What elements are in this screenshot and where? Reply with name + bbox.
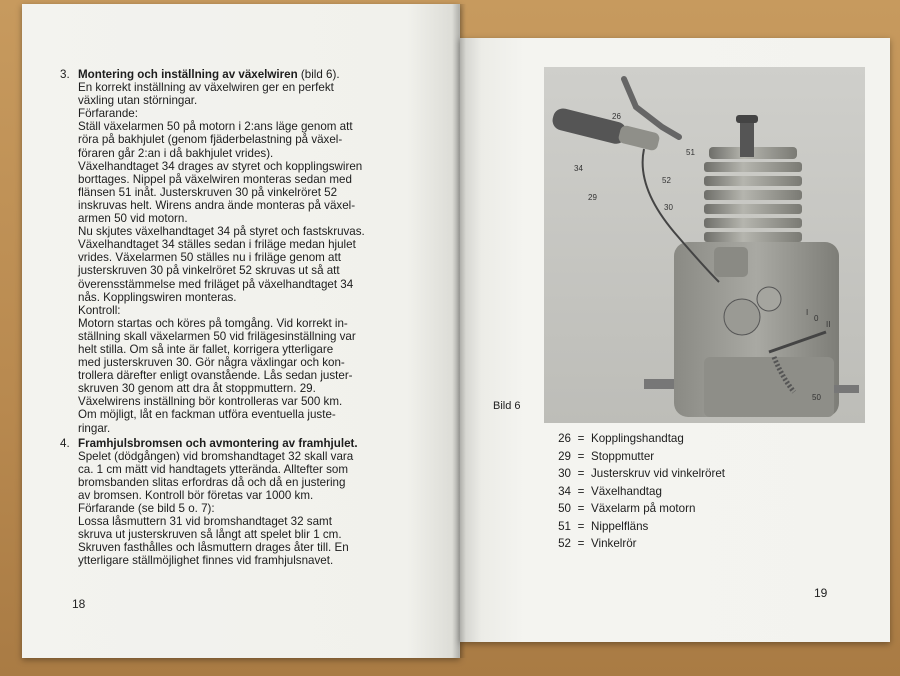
legend-number: 30: [558, 467, 571, 480]
text-line: borttages. Nippel på växelwiren monteras sedan med: [78, 172, 352, 186]
text-line: ställning skall växelarmen 50 vid frilägesinställning var: [78, 329, 356, 343]
legend-label: Nippelfläns: [591, 519, 649, 533]
fig-label-I: I: [806, 308, 809, 317]
text-line: ytterligare ställmöjlighet finnes vid framhjulsnavet.: [78, 554, 334, 568]
page-number-right: 19: [814, 586, 828, 600]
text-line: Växelwirens inställning bör kontrolleras var 500 km.: [78, 395, 343, 409]
section-3-title: [78, 68, 438, 81]
text-line: Om möjligt, låt en fackman utföra eventuella juste-: [78, 408, 336, 422]
legend-equals: =: [577, 484, 585, 498]
section-3-body: [78, 81, 438, 435]
figure-caption: Bild 6: [493, 400, 521, 412]
section-3-number: 3.: [60, 68, 70, 81]
section-4: [60, 436, 438, 568]
text-line: trollera därefter enligt ovanstående. Lås sedan juster-: [78, 369, 353, 383]
legend-row: [547, 537, 725, 555]
fig-label-52: 52: [662, 176, 671, 185]
fig-label-II: II: [826, 320, 831, 329]
fig-label-30: 30: [664, 203, 673, 212]
legend-row: [547, 485, 725, 503]
text-line: föraren går 2:an i då bakhjulet vrides).: [78, 146, 274, 160]
text-line: Förfarande (se bild 5 o. 7):: [78, 502, 215, 516]
legend-number: 26: [558, 432, 571, 445]
text-line: skruva ut justerskruven så långt att spelet blir 1 cm.: [78, 528, 342, 542]
fig-label-29: 29: [588, 193, 597, 202]
text-line: Ställ växelarmen 50 på motorn i 2:ans läge genom att: [78, 120, 353, 134]
text-line: flänsen 51 inåt. Justerskruven 30 på vinkelröret 52: [78, 185, 338, 199]
section-3-heading: Montering och inställning av växelwiren: [78, 68, 298, 81]
engine-photo: [544, 67, 865, 423]
text-line: nås. Kopplingswiren monteras.: [78, 290, 237, 304]
legend-label: Justerskruv vid vinkelröret: [591, 467, 726, 480]
text-line: skruven 30 genom att dra åt stoppmuttern. 29.: [78, 382, 316, 396]
text-line: Kontroll:: [78, 303, 121, 317]
text-line: Växelhandtaget 34 drages av styret och kopplingswiren: [78, 159, 363, 173]
text-line: Skruven fasthålles och låsmuttern drages åter till. En: [78, 541, 349, 555]
legend-equals: =: [577, 467, 585, 480]
text-line: armen 50 vid motorn.: [78, 212, 188, 226]
text-line: helt stilla. Om så inte är fallet, korrigera ytterligare: [78, 342, 334, 356]
book-gutter: [452, 4, 466, 658]
page-number-left: 18: [72, 597, 86, 611]
fig-label-50: 50: [812, 393, 821, 402]
left-page-text: [60, 68, 438, 568]
text-line: med justerskruven 30. Gör några växlingar och kon-: [78, 356, 345, 370]
legend-row: [547, 502, 725, 520]
legend-label: Växelhandtag: [591, 484, 662, 498]
legend-row: [547, 450, 725, 468]
fig-label-26: 26: [612, 112, 621, 121]
section-3: [60, 68, 438, 435]
legend-number: 50: [558, 502, 571, 515]
figure-legend: [547, 432, 725, 555]
text-line: Motorn startas och köres på tomgång. Vid korrekt in-: [78, 316, 348, 330]
legend-equals: =: [577, 449, 585, 463]
text-line: bromsbanden slitas erfordras då och då en justering: [78, 475, 346, 489]
legend-equals: =: [577, 519, 585, 533]
legend-number: 34: [558, 484, 571, 498]
fig-label-0: 0: [814, 314, 819, 323]
text-line: röra på bakhjulet (genom fjäderbelastning på växel-: [78, 133, 343, 147]
text-line: justerskruven 30 på vinkelröret 52 skruvas ut så att: [78, 264, 340, 278]
text-line: ca. 1 cm mätt vid handtagets ytterända. Alltefter som: [78, 462, 349, 476]
section-4-heading: Framhjulsbromsen och avmontering av framhjulet.: [78, 436, 358, 450]
text-line: En korrekt inställning av växelwiren ger en perfekt: [78, 81, 334, 95]
text-line: inskruvas helt. Wirens andra ände monteras på växel-: [78, 198, 356, 212]
text-line: överensstämmelse med friläget på växelhandtaget 34: [78, 277, 354, 291]
legend-label: Stoppmutter: [591, 449, 655, 463]
legend-equals: =: [577, 537, 585, 550]
legend-number: 52: [558, 537, 571, 550]
legend-row: [547, 432, 725, 450]
text-line: Lossa låsmuttern 31 vid bromshandtaget 32 samt: [78, 515, 332, 529]
text-line: Spelet (dödgången) vid bromshandtaget 32 skall vara: [78, 449, 354, 463]
text-line: av bromsen. Kontroll bör företas var 1000 km.: [78, 489, 314, 502]
text-line: Förfarande:: [78, 107, 138, 121]
legend-number: 51: [558, 519, 571, 533]
fig-label-51: 51: [686, 148, 695, 157]
fig-label-34: 34: [574, 164, 583, 173]
text-line: växling utan störningar.: [78, 94, 198, 108]
legend-equals: =: [577, 432, 585, 445]
text-line: Nu skjutes växelhandtaget 34 på styret och fastskruvas.: [78, 225, 365, 239]
legend-equals: =: [577, 502, 585, 515]
section-3-heading-suffix: (bild 6).: [297, 68, 340, 81]
engine-illustration: [544, 67, 865, 423]
text-line: Växelhandtaget 34 ställes sedan i friläge medan hjulet: [78, 238, 356, 252]
legend-row: [547, 467, 725, 485]
section-4-body: [78, 450, 438, 568]
section-4-number: 4.: [60, 436, 70, 450]
text-line: vrides. Växelarmen 50 ställes nu i friläge genom att: [78, 251, 341, 265]
text-line: ringar.: [78, 421, 111, 435]
legend-number: 29: [558, 449, 571, 463]
legend-label: Kopplingshandtag: [591, 432, 684, 445]
legend-row: [547, 520, 725, 538]
legend-label: Växelarm på motorn: [591, 502, 696, 515]
legend-label: Vinkelrör: [591, 537, 637, 550]
